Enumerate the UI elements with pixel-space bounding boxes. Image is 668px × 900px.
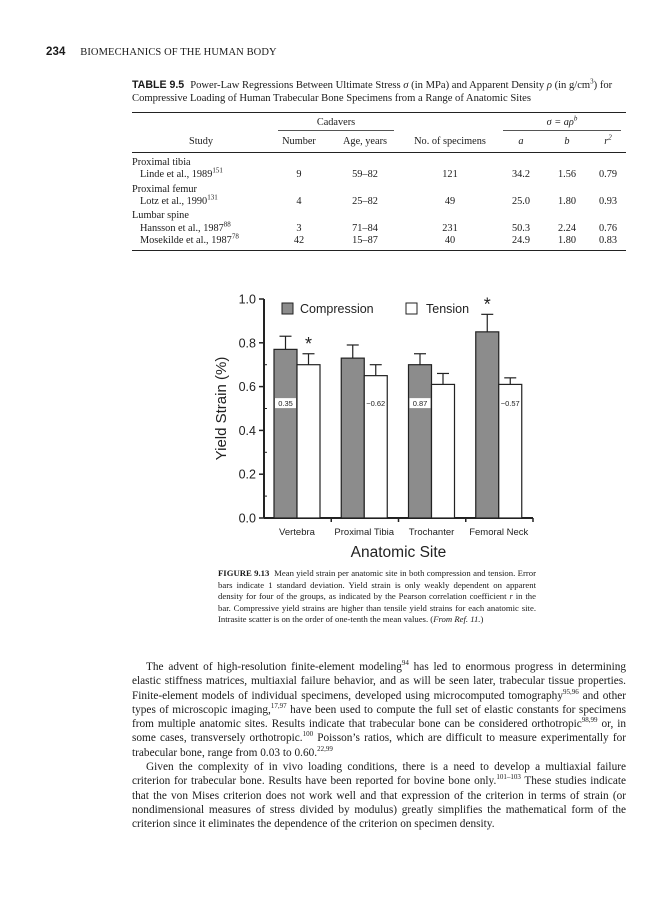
cell-b: 2.24 xyxy=(557,222,577,234)
citation: 22,99 xyxy=(317,745,333,754)
bar-label: 0.87 xyxy=(412,399,428,409)
cell-r2: 0.76 xyxy=(598,222,618,234)
group-header-formula xyxy=(503,114,621,131)
bar-label: 0.35 xyxy=(278,399,293,409)
cell-b: 1.80 xyxy=(544,235,590,250)
col-age: Age, years xyxy=(328,131,402,152)
table-caption-text-1: Power-Law Regressions Between Ultimate Stress xyxy=(190,80,404,91)
y-tick-label: 0.4 xyxy=(238,423,256,438)
table-label: TABLE 9.5 xyxy=(132,79,185,91)
table-caption-sup: 3 xyxy=(590,77,594,86)
bar-label: −0.62 xyxy=(366,399,386,409)
cell-r2: 0.79 xyxy=(598,169,618,181)
cell-a: 34.2 xyxy=(511,169,531,181)
citation: 100 xyxy=(302,730,314,739)
bar-compression xyxy=(409,365,432,518)
rho-symbol: ρ xyxy=(546,80,552,91)
figure-label: FIGURE 9.13 xyxy=(218,568,270,578)
significance-asterisk: * xyxy=(304,333,313,354)
bar-tension xyxy=(432,384,455,518)
cell-age: 25–82 xyxy=(352,196,378,208)
study-name: Linde et al., 1989 xyxy=(140,169,213,181)
cell-specimens: 231 xyxy=(442,222,458,234)
cell-number: 4 xyxy=(296,196,302,208)
table-caption-text-3: (in g/cm xyxy=(551,80,591,91)
p2-text-a: Given the complexity of in vivo loading conditions, there is a need to develop a multiaxial failure criterion for trabecular bone. Results have been reported for bovine bone only. xyxy=(132,761,626,788)
study-name: Hansson et al., 1987 xyxy=(140,222,224,234)
bar-tension xyxy=(297,365,320,518)
table-row xyxy=(132,169,626,181)
cell-a: 25.0 xyxy=(511,196,531,208)
study-name: Lotz et al., 1990 xyxy=(140,196,208,208)
citation: 95,96 xyxy=(562,687,579,696)
cell-specimens: 49 xyxy=(444,196,456,208)
col-study: Study xyxy=(132,131,270,152)
y-axis-label: Yield Strain (%) xyxy=(213,356,230,461)
table-section-row xyxy=(132,208,626,222)
sigma-symbol: σ xyxy=(403,80,409,91)
cell-study xyxy=(132,232,270,250)
bar-compression xyxy=(274,349,297,518)
table-row xyxy=(132,223,626,235)
paragraph-2 xyxy=(132,760,626,831)
study-ref: 88 xyxy=(223,220,231,229)
table-caption-text-4: ) for Compressive Loading of Human Trabecular Bone Specimens from a Range of Anatomic Sites xyxy=(132,80,613,104)
formula-base: σ = aρ xyxy=(546,117,574,128)
study-ref: 78 xyxy=(231,232,239,241)
p1-text-b: has led to enormous progress in determining elastic stiffness matrices, multiaxial failure behavior, and as will be seen later, trabecular tissue properties. Finite-element models of individual specimens, developed using microcomputed tomography xyxy=(132,661,627,702)
p2-text-b: These studies indicate that the von Mises criterion does not work well and that expression of the criterion in terms of strain (or nondimensional measures of stress divided by modulus) greatly simplifies the mathematical form of the criterion since it eliminates the dependence of the criterion on specimen density. xyxy=(132,775,626,831)
cell-age: 59–82 xyxy=(352,169,378,181)
category-label: Trochanter xyxy=(408,527,455,538)
cell-specimens: 40 xyxy=(402,235,498,250)
bar-label: −0.57 xyxy=(500,399,520,409)
cell-number: 9 xyxy=(296,169,302,181)
study-name: Mosekilde et al., 1987 xyxy=(140,235,232,247)
citation: 17,97 xyxy=(270,702,287,711)
table-caption xyxy=(132,79,632,105)
col-r-sup: 2 xyxy=(608,133,612,142)
citation: 101–103 xyxy=(496,773,521,782)
running-title: BIOMECHANICS OF THE HUMAN BODY xyxy=(80,47,277,58)
page-number: 234 xyxy=(46,46,66,58)
table-row xyxy=(132,196,626,208)
study-ref: 131 xyxy=(207,193,218,202)
y-tick-label: 1.0 xyxy=(238,292,256,307)
table-section-row xyxy=(132,152,626,169)
bar-tension xyxy=(364,376,387,518)
figure-9-13 xyxy=(200,286,540,571)
section-site: Proximal femur xyxy=(132,183,197,195)
bar-compression xyxy=(476,332,499,518)
cell-study xyxy=(132,220,270,235)
figure-caption-text-2: in the bar. Compressive yield strains are higher than tensile yield strains for each anatomic site. Intrasite scatter is on the order of one-tenth the mean values. ( xyxy=(218,591,536,625)
regression-table xyxy=(132,112,626,251)
p1-text-a: The advent of high-resolution finite-element modeling xyxy=(146,661,402,673)
cell-b: 1.56 xyxy=(557,169,577,181)
section-site: Proximal tibia xyxy=(132,156,191,168)
cell-b: 1.80 xyxy=(557,196,577,208)
y-tick-label: 0.2 xyxy=(238,467,256,482)
y-tick-label: 0.0 xyxy=(238,511,256,526)
figure-caption xyxy=(218,568,536,626)
x-axis-label: Anatomic Site xyxy=(350,544,447,561)
category-label: Proximal Tibia xyxy=(334,527,395,538)
category-label: Femoral Neck xyxy=(469,527,529,538)
category-label: Vertebra xyxy=(279,527,315,538)
cell-specimens: 121 xyxy=(442,169,458,181)
p1-text-c: and other types of microscopic imaging, xyxy=(132,689,626,716)
table-row xyxy=(132,235,626,250)
col-a: a xyxy=(498,131,544,152)
formula-exp: b xyxy=(573,114,578,123)
citation: 94 xyxy=(401,659,409,668)
p1-text-d: have been used to compute the full set of elastic constants for specimens from multiple anatomic sites. Results indicate that trabecular bone can be considered orthotropic xyxy=(132,703,626,731)
cell-r2: 0.93 xyxy=(598,196,618,208)
col-b: b xyxy=(544,131,590,152)
y-tick-label: 0.6 xyxy=(238,380,256,395)
figure-caption-source: From Ref. 11. xyxy=(433,614,481,625)
figure-caption-text-3: ) xyxy=(480,614,484,625)
figure-caption-r: r xyxy=(509,591,513,602)
cell-study xyxy=(132,193,270,208)
legend-swatch-compression xyxy=(282,303,293,314)
col-r-letter: r xyxy=(604,136,609,148)
paragraph-1 xyxy=(132,660,626,760)
table-caption-text-2: (in MPa) and Apparent Density xyxy=(408,80,547,91)
figure-caption-text-1: Mean yield strain per anatomic site in both compression and tension. Error bars indicate 1 standard deviation. Yield strain is only weakly dependent on apparent density for four of the groups, as indicated by the Pearson correlation coefficient xyxy=(218,568,536,602)
cell-a: 50.3 xyxy=(511,222,531,234)
significance-asterisk: * xyxy=(483,294,491,315)
legend-label-tension: Tension xyxy=(426,302,470,316)
legend-label-compression: Compression xyxy=(300,302,374,316)
citation: 98,99 xyxy=(581,716,598,725)
body-text xyxy=(132,660,626,832)
cell-number: 42 xyxy=(270,235,328,250)
y-tick-label: 0.8 xyxy=(238,336,256,351)
legend-swatch-tension xyxy=(406,303,417,314)
col-number: Number xyxy=(270,131,328,152)
cell-age: 71–84 xyxy=(352,222,378,234)
bar-compression xyxy=(341,358,364,518)
cell-r2: 0.83 xyxy=(590,235,626,250)
yield-strain-chart xyxy=(200,286,540,566)
cell-age: 15–87 xyxy=(328,235,402,250)
col-specimens: No. of specimens xyxy=(402,131,498,152)
cell-study xyxy=(132,166,270,181)
cell-a: 24.9 xyxy=(498,235,544,250)
p1-text-f: Poisson’s ratios, which are difficult to measure experimentally for trabecular bone, range from 0.03 to 0.60. xyxy=(132,732,626,759)
group-header-cadavers: Cadavers xyxy=(278,117,394,131)
study-ref: 151 xyxy=(212,166,223,175)
cell-number: 3 xyxy=(296,222,302,234)
section-site: Lumbar spine xyxy=(132,210,189,222)
p1-text-e: or, in some cases, transversely orthotropic. xyxy=(132,718,627,745)
col-r2 xyxy=(590,131,626,152)
running-head xyxy=(46,46,277,58)
